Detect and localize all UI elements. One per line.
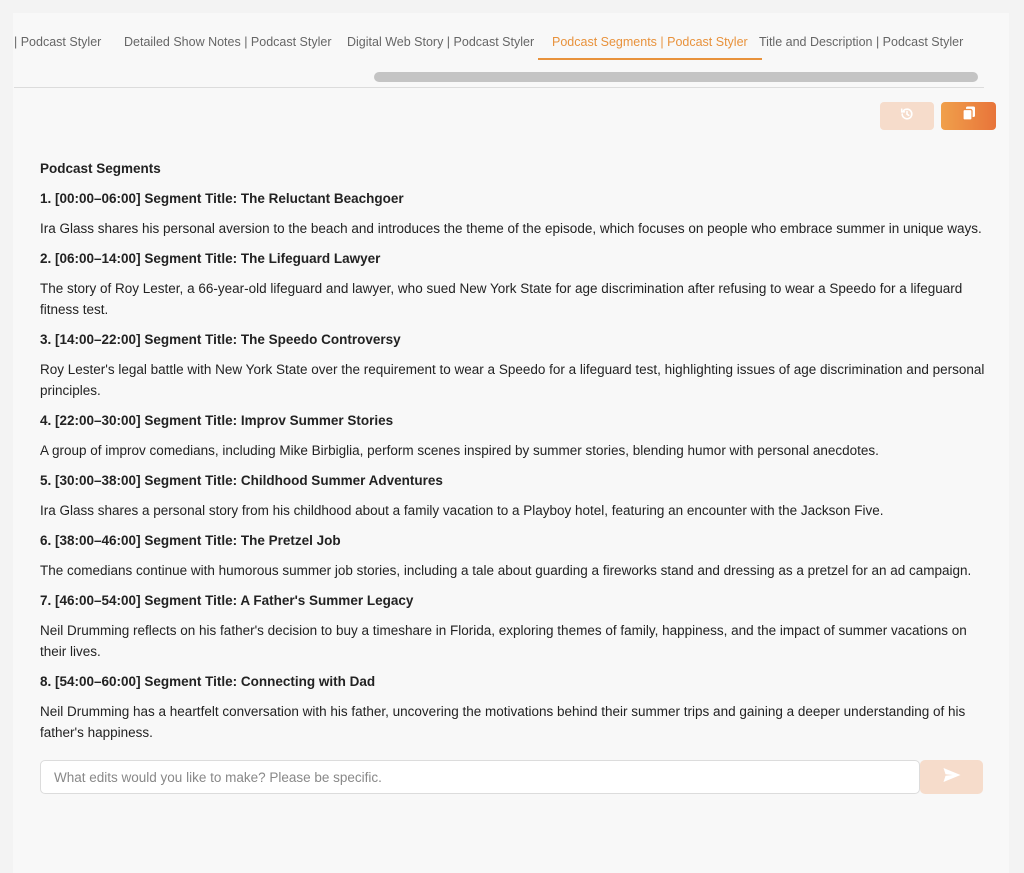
segment-description: Ira Glass shares a personal story from his childhood about a family vacation to a Playboy hotel, featuring an encounter with the Jackson Five. — [40, 503, 884, 518]
horizontal-scrollbar[interactable] — [374, 72, 978, 82]
segment-description: The story of Roy Lester, a 66-year-old lifeguard and lawyer, who sued New York State for age discrimination after refusing to wear a Speedo for a lifeguard fitness test. — [40, 281, 963, 317]
edit-request-input[interactable] — [40, 760, 920, 794]
segment-title: 4. [22:00–30:00] Segment Title: Improv Summer Stories — [40, 413, 394, 428]
segment-title: 3. [14:00–22:00] Segment Title: The Speedo Controversy — [40, 332, 401, 347]
history-icon — [900, 107, 914, 126]
history-button[interactable] — [880, 102, 934, 130]
segment-description: Neil Drumming reflects on his father's decision to buy a timeshare in Florida, exploring themes of family, happiness, and the impact of summer vacations on their lives. — [40, 623, 967, 659]
segment-title: 1. [00:00–06:00] Segment Title: The Reluctant Beachgoer — [40, 191, 404, 206]
segment-title: 8. [54:00–60:00] Segment Title: Connecting with Dad — [40, 674, 376, 689]
tab-detailed-show-notes[interactable]: Detailed Show Notes | Podcast Styler — [124, 35, 332, 49]
tab-bar — [14, 30, 984, 88]
send-icon — [943, 767, 961, 788]
segments-content — [40, 158, 990, 752]
segment-title: 6. [38:00–46:00] Segment Title: The Pretzel Job — [40, 533, 341, 548]
segment-description: Roy Lester's legal battle with New York State over the requirement to wear a Speedo for a lifeguard test, highlighting issues of age discrimination and personal principles. — [40, 362, 985, 398]
tab-podcast-segments[interactable]: Podcast Segments | Podcast Styler — [552, 30, 748, 60]
copy-icon — [962, 106, 976, 126]
content-heading: Podcast Segments — [40, 161, 161, 176]
tab-podcast-styler[interactable]: | Podcast Styler — [14, 35, 102, 49]
edit-input-row — [40, 760, 983, 794]
send-button[interactable] — [920, 760, 983, 794]
segment-title: 7. [46:00–54:00] Segment Title: A Father's Summer Legacy — [40, 593, 414, 608]
tab-digital-web-story[interactable]: Digital Web Story | Podcast Styler — [347, 35, 535, 49]
segment-description: A group of improv comedians, including Mike Birbiglia, perform scenes inspired by summer stories, blending humor with personal anecdotes. — [40, 443, 879, 458]
segment-title: 2. [06:00–14:00] Segment Title: The Lifeguard Lawyer — [40, 251, 381, 266]
tab-title-and-description[interactable]: Title and Description | Podcast Styler — [759, 35, 964, 49]
segment-title: 5. [30:00–38:00] Segment Title: Childhood Summer Adventures — [40, 473, 443, 488]
segment-description: Neil Drumming has a heartfelt conversation with his father, uncovering the motivations behind their summer trips and gaining a deeper understanding of his father's happiness. — [40, 704, 966, 740]
segment-description: Ira Glass shares his personal aversion to the beach and introduces the theme of the episode, which focuses on people who embrace summer in unique ways. — [40, 221, 982, 236]
copy-button[interactable] — [941, 102, 996, 130]
segment-description: The comedians continue with humorous summer job stories, including a tale about guarding a fireworks stand and dressing as a pretzel for an ad campaign. — [40, 563, 972, 578]
